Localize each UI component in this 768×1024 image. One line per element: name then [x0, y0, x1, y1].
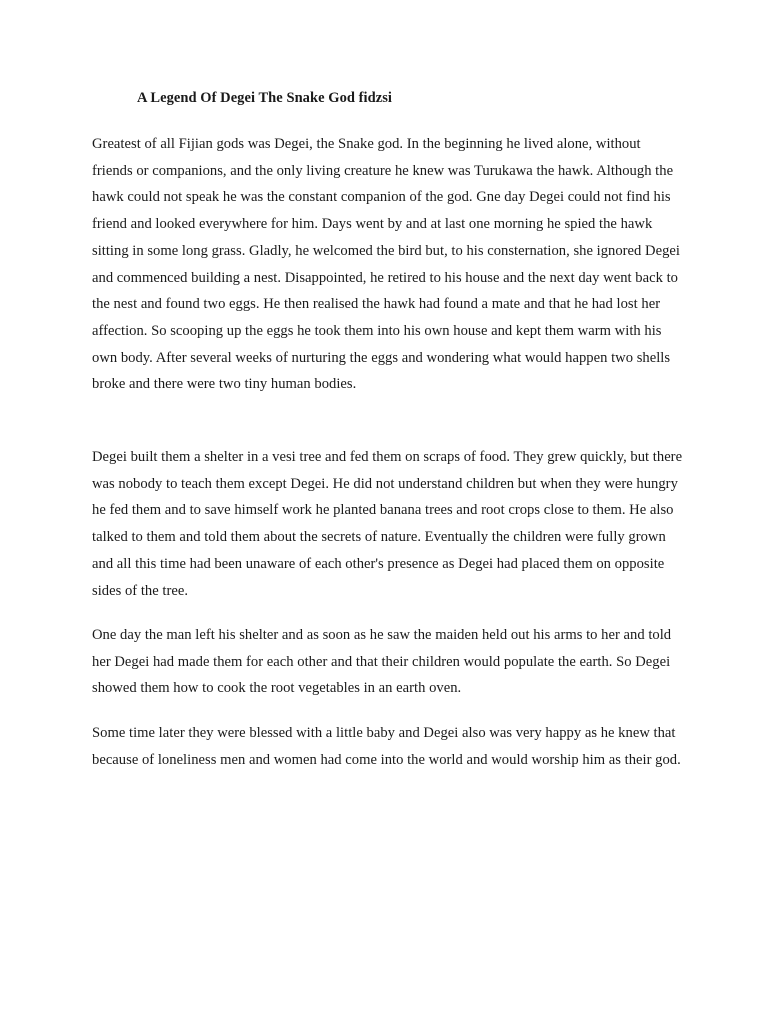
paragraph-2: Degei built them a shelter in a vesi tree and fed them on scraps of food. They grew quickly, but there was nobody to teach them except Degei. He did not understand children but when they were hungry he fed them and to save himself work he planted banana trees and root crops close to them. He also talked to them and told them about the secrets of nature. Eventually the children were fully grown and all this time had been unaware of each other's presence as Degei had placed them on opposite sides of the tree. — [92, 449, 683, 599]
paragraph-1: Greatest of all Fijian gods was Degei, the Snake god. In the beginning he lived alone, without friends or companions, and the only living creature he knew was Turukawa the hawk. Although the hawk could not speak he was the constant companion of the god. Gne day Degei could not find his friend and looked everywhere for him. Days went by and at last one morning he spied the hawk sitting in some long grass. Gladly, he welcomed the bird but, to his consternation, she ignored Degei and commenced building a nest. Disappointed, he retired to his house and the next day went back to the nest and found two eggs. He then realised the hawk had found a mate and that he had lost her affection. So scooping up the eggs he took them into his own house and kept them warm with his own body. After several weeks of nurturing the eggs and wondering what would happen two shells broke and there were two tiny human bodies. — [92, 136, 680, 393]
document-title: A Legend Of Degei The Snake God fidzsi — [137, 90, 393, 106]
paragraph-4: Some time later they were blessed with a little baby and Degei also was very happy as he knew that because of loneliness men and women had come into the world and would worship him as their god. — [92, 725, 681, 768]
paragraph-3: One day the man left his shelter and as soon as he saw the maiden held out his arms to her and told her Degei had made them for each other and that their children would populate the earth. So Degei showed them how to cook the root vegetables in an earth oven. — [92, 627, 672, 697]
